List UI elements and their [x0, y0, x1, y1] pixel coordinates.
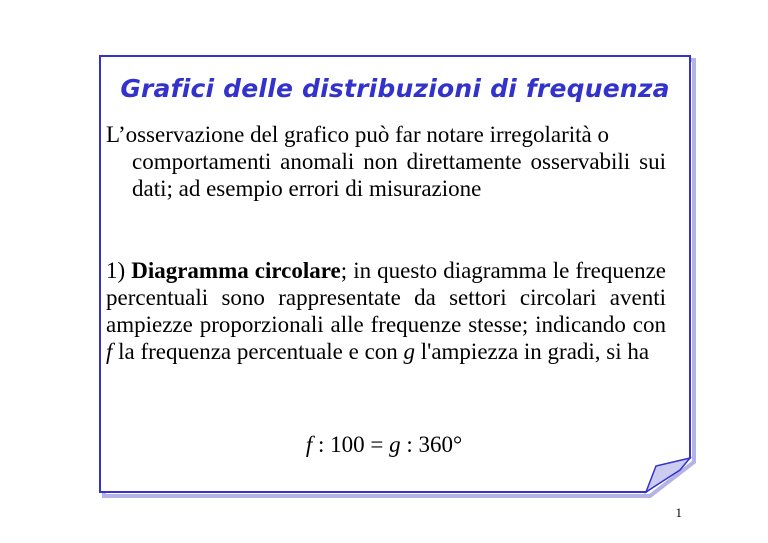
proportion-formula [0, 432, 768, 458]
description-part-a: ; in questo diagramma le frequenze percentuali sono rappresentate da settori circolari aventi ampiezze proporzionali alle frequenze stesse; indicando con [106, 258, 666, 337]
variable-g: g [403, 339, 416, 364]
description-part-c: l'ampiezza in gradi, si ha [415, 339, 650, 364]
slide-title: Grafici delle distribuzioni di frequenza [120, 74, 670, 103]
term-diagramma-circolare: Diagramma circolare [131, 258, 341, 283]
description-part-b: la frequenza percentuale e con [112, 339, 404, 364]
formula-var-f: f [305, 432, 313, 457]
intro-continuation: comportamenti anomali non direttamente osservabili sui dati; ad esempio errori di misurazione [132, 149, 666, 201]
pie-chart-paragraph [106, 257, 666, 365]
variable-f: f [106, 339, 113, 364]
intro-paragraph [106, 121, 666, 202]
formula-op1: : 100 = [312, 432, 390, 457]
page-number: 1 [675, 505, 682, 520]
intro-first-line: L’osservazione del grafico può far notare irregolarità o [106, 122, 610, 147]
formula-var-g: g [389, 432, 401, 457]
item-number: 1) [106, 258, 132, 283]
formula-op2: : 360° [400, 432, 463, 457]
